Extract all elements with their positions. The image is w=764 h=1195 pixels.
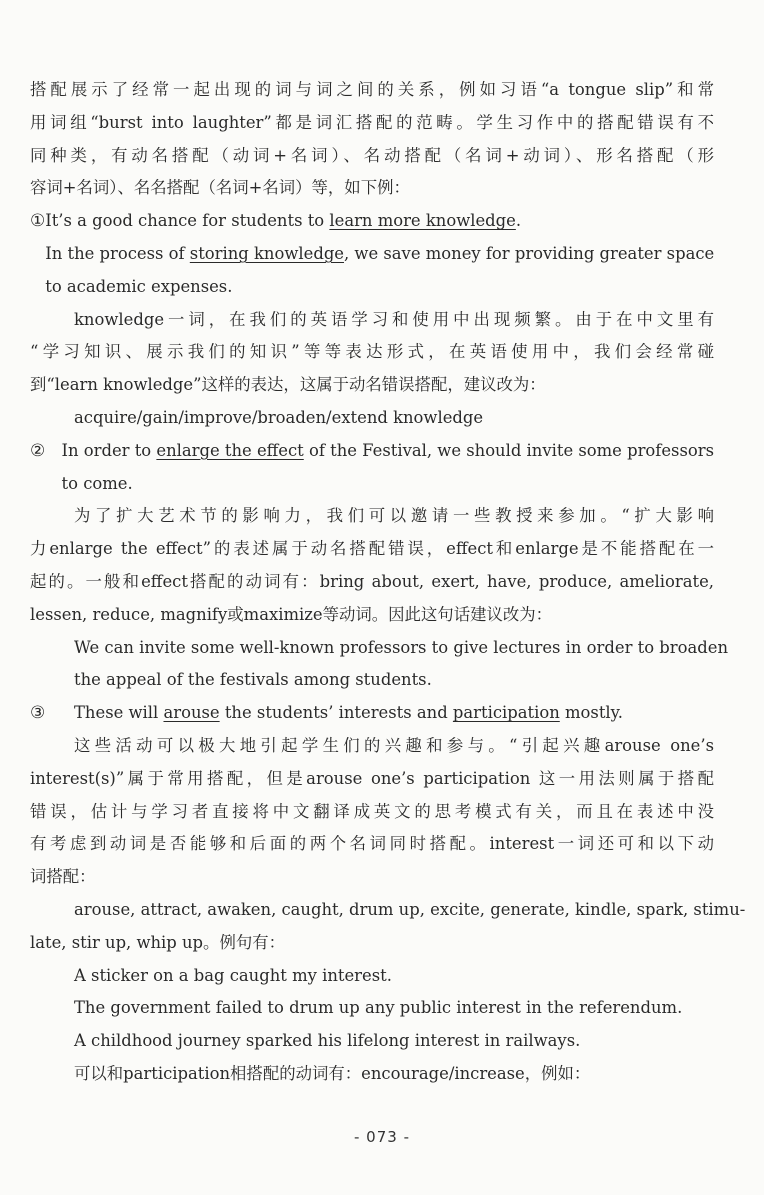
intro-line: 用词组“burst into laughter”都是词汇搭配的范畴。学生习作中的搭配错误有不	[30, 112, 714, 132]
intro-paragraph	[30, 74, 714, 205]
example-sentence: A childhood journey sparked his lifelong interest in railways.	[74, 1031, 581, 1051]
explanation-line: 为了扩大艺术节的影响力，我们可以邀请一些教授来参加。“扩大影响	[74, 506, 714, 526]
collocation-error: storing knowledge	[189, 243, 345, 263]
explanation-line: 错误，估计与学习者直接将中文翻译成英文的思考模式有关，而且在表述中没	[30, 801, 714, 821]
explanation-line: 到“learn knowledge”这样的表达，这属于动名错误搭配，建议改为：	[30, 375, 546, 395]
example-sentence: These will arouse the students’ interests and participation mostly.	[74, 703, 623, 723]
explanation-1	[30, 304, 714, 435]
suggested-fix: the appeal of the festivals among students.	[74, 670, 432, 690]
suggested-fix: acquire/gain/improve/broaden/extend knowledge	[74, 407, 484, 427]
closing-line: 可以和participation相搭配的动词有：encourage/increase，例如：	[74, 1063, 591, 1083]
example-sentence: A sticker on a bag caught my interest.	[74, 965, 392, 985]
explanation-3	[30, 730, 746, 1091]
example-item-2	[30, 435, 714, 501]
collocation-error: learn more knowledge	[329, 211, 516, 231]
page-number: - 073 -	[354, 1128, 410, 1146]
explanation-line: lessen, reduce, magnify或maximize等动词。因此这句话建议改为：	[30, 604, 553, 624]
example-sentence: In the process of storing knowledge, we save money for providing greater space	[45, 243, 715, 263]
example-sentence: The government failed to drum up any public interest in the referendum.	[74, 998, 683, 1018]
collocation-error: participation	[452, 703, 560, 723]
intro-line: 同种类，有动名搭配（动词+名词）、名动搭配（名词+动词）、形名搭配（形	[30, 145, 714, 165]
item-number: ③	[30, 703, 46, 724]
explanation-line: 有考虑到动词是否能够和后面的两个名词同时搭配。interest一词还可和以下动	[30, 834, 714, 854]
collocation-error: enlarge the effect	[156, 440, 304, 460]
example-sentence-cont: to academic expenses.	[45, 276, 233, 296]
explanation-line: 词搭配：	[30, 867, 96, 887]
explanation-line: 起的。一般和effect搭配的动词有：bring about, exert, have, produce, ameliorate,	[30, 571, 714, 591]
example-sentence: In order to enlarge the effect of the Festival, we should invite some professors	[61, 440, 714, 460]
example-sentence-cont: to come.	[61, 473, 133, 493]
explanation-line: 这些活动可以极大地引起学生们的兴趣和参与。“引起兴趣arouse one’s	[74, 735, 714, 755]
example-item-3	[30, 697, 714, 730]
item-number: ②	[30, 440, 46, 461]
explanation-2	[30, 500, 729, 697]
item-number: ①	[30, 211, 46, 232]
explanation-line: “学习知识、展示我们的知识”等等表达形式，在英语使用中，我们会经常碰	[30, 342, 714, 362]
verb-list: arouse, attract, awaken, caught, drum up, excite, generate, kindle, spark, stimu-	[74, 899, 746, 919]
collocation-error: arouse	[163, 703, 220, 723]
intro-line: 容词+名词）、名名搭配（名词+名词）等，如下例：	[30, 178, 410, 198]
explanation-line: 力enlarge the effect”的表述属于动名搭配错误，effect和enlarge是不能搭配在一	[30, 539, 714, 559]
intro-line: 搭配展示了经常一起出现的词与词之间的关系，例如习语“a tongue slip”和常	[30, 80, 714, 99]
explanation-line: knowledge一词，在我们的英语学习和使用中出现频繁。由于在中文里有	[74, 309, 714, 329]
verb-list: late, stir up, whip up。例句有：	[30, 932, 286, 952]
example-item-1	[30, 205, 714, 303]
suggested-fix: We can invite some well-known professors to give lectures in order to broaden	[74, 637, 729, 657]
explanation-line: interest(s)”属于常用搭配，但是arouse one’s participation 这一用法则属于搭配	[30, 768, 714, 788]
example-sentence: It’s a good chance for students to learn more knowledge.	[45, 211, 522, 231]
